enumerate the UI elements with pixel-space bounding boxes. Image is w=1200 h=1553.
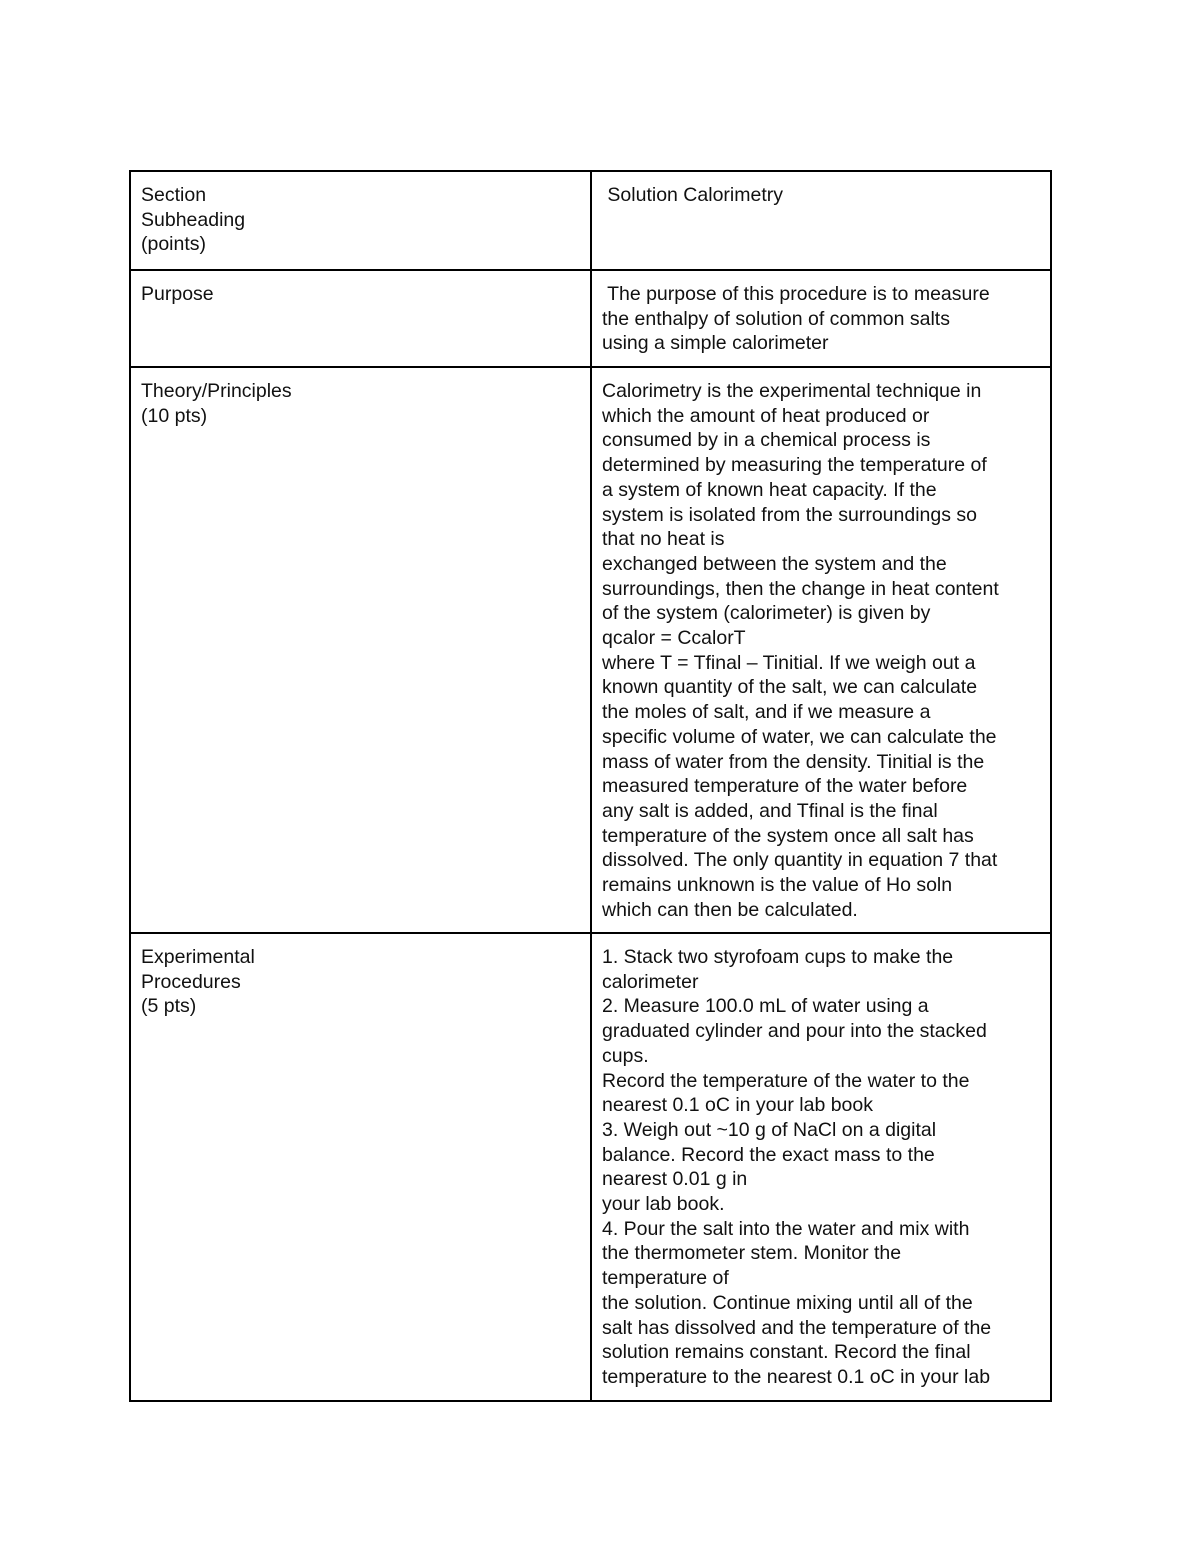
text-line: (10 pts) (141, 404, 208, 427)
text-line: 2. Measure 100.0 mL of water using a (602, 995, 929, 1018)
text-line: the solution. Continue mixing until all of the (602, 1291, 973, 1314)
table-row-header (130, 171, 1051, 270)
text-line: calorimeter (602, 970, 699, 993)
header-label-cell (130, 171, 591, 270)
text-line: 4. Pour the salt into the water and mix with (602, 1217, 970, 1240)
text-line: Solution Calorimetry (602, 184, 783, 206)
text-line: The purpose of this procedure is to measure (602, 283, 990, 305)
text-line: (5 pts) (141, 995, 197, 1018)
theory-label-cell (130, 367, 591, 933)
text-line: where T = Tfinal – Tinitial. If we weigh out a (602, 651, 976, 674)
table-row-procedures (130, 933, 1051, 1401)
text-line: 1. Stack two styrofoam cups to make the (602, 946, 954, 968)
text-line: determined by measuring the temperature of (602, 454, 987, 477)
table-row-purpose (130, 270, 1051, 367)
text-line: that no heat is (602, 528, 725, 551)
text-line: remains unknown is the value of Ho soln (602, 874, 953, 897)
text-line: using a simple calorimeter (602, 332, 829, 355)
text-line: the thermometer stem. Monitor the (602, 1242, 902, 1265)
text-line: nearest 0.1 oC in your lab book (602, 1094, 874, 1117)
procedures-content-cell (591, 933, 1051, 1401)
text-line: nearest 0.01 g in (602, 1168, 748, 1191)
text-line: Experimental (141, 946, 255, 968)
text-line: salt has dissolved and the temperature of the (602, 1316, 992, 1339)
text-line: exchanged between the system and the (602, 552, 947, 575)
text-line: 3. Weigh out ~10 g of NaCl on a digital (602, 1118, 937, 1141)
text-line: surroundings, then the change in heat content (602, 577, 999, 600)
header-content-cell (591, 171, 1051, 270)
text-line: graduated cylinder and pour into the stacked (602, 1020, 987, 1043)
procedures-label-cell (130, 933, 591, 1401)
text-line: temperature of the system once all salt has (602, 824, 974, 847)
text-line: consumed by in a chemical process is (602, 429, 931, 452)
text-line: a system of known heat capacity. If the (602, 478, 937, 501)
text-line: Theory/Principles (141, 380, 292, 402)
text-line: temperature of (602, 1267, 729, 1290)
table-row-theory (130, 367, 1051, 933)
purpose-label-cell (130, 270, 591, 367)
text-line: mass of water from the density. Tinitial is the (602, 750, 985, 773)
text-line: measured temperature of the water before (602, 775, 968, 798)
text-line: balance. Record the exact mass to the (602, 1143, 935, 1166)
text-line: known quantity of the salt, we can calculate (602, 676, 978, 699)
text-line: specific volume of water, we can calculate the (602, 725, 997, 748)
text-line: system is isolated from the surroundings so (602, 503, 977, 526)
text-line: which the amount of heat produced or (602, 404, 930, 427)
text-line: Purpose (141, 283, 214, 305)
text-line: Section (141, 184, 207, 206)
purpose-content-cell (591, 270, 1051, 367)
text-line: your lab book. (602, 1193, 725, 1216)
text-line: temperature to the nearest 0.1 oC in your lab (602, 1365, 991, 1388)
text-line: which can then be calculated. (602, 898, 858, 921)
text-line: dissolved. The only quantity in equation 7 that (602, 849, 998, 872)
text-line: Calorimetry is the experimental technique in (602, 380, 982, 402)
theory-content-cell (591, 367, 1051, 933)
text-line: Record the temperature of the water to the (602, 1069, 970, 1092)
text-line: the moles of salt, and if we measure a (602, 701, 931, 724)
text-line: solution remains constant. Record the final (602, 1341, 971, 1364)
text-line: (points) (141, 233, 207, 256)
text-line: Procedures (141, 970, 241, 993)
text-line: any salt is added, and Tfinal is the final (602, 799, 938, 822)
text-line: cups. (602, 1044, 649, 1067)
text-line: of the system (calorimeter) is given by (602, 602, 931, 625)
text-line: qcalor = CcalorT (602, 627, 746, 650)
text-line: the enthalpy of solution of common salts (602, 307, 950, 330)
text-line: Subheading (141, 208, 246, 231)
lab-report-table (129, 170, 1052, 1402)
